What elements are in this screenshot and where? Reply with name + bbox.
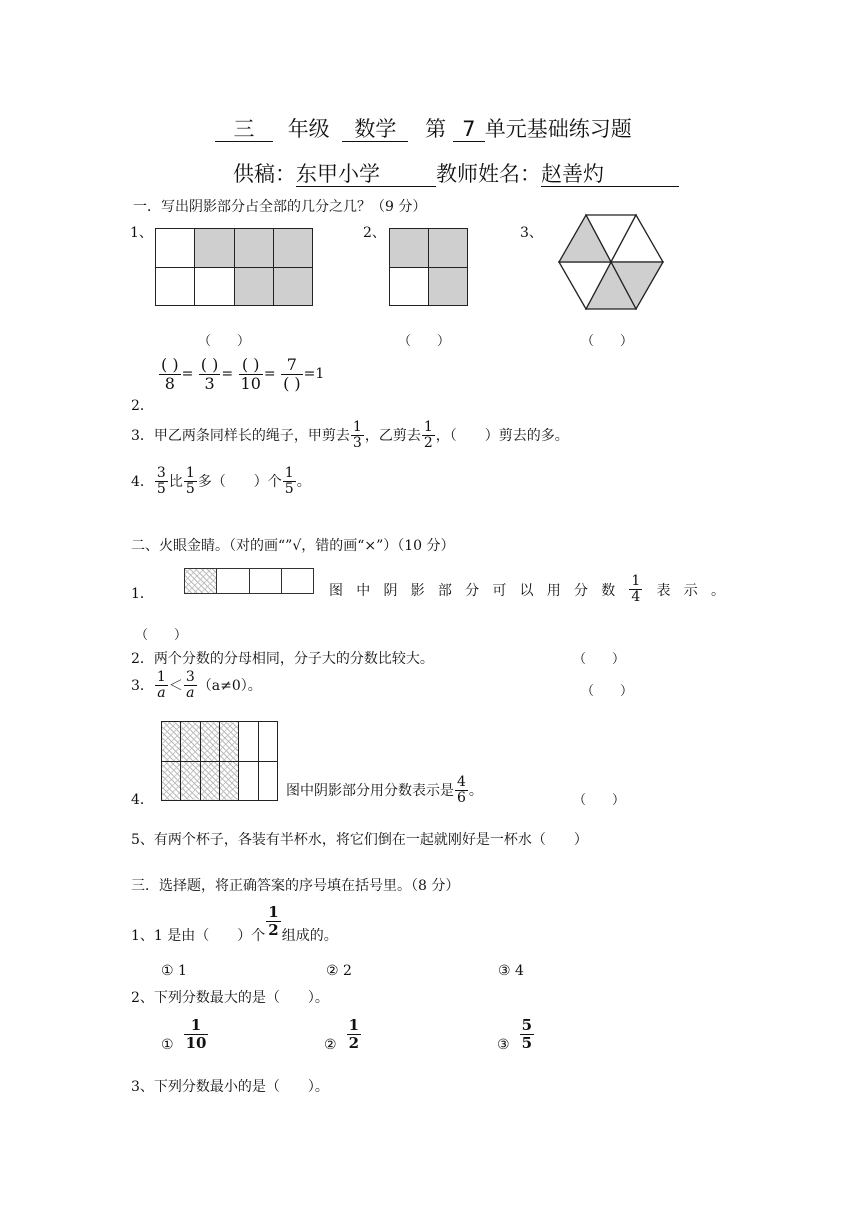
denominator-blank[interactable]: ( ) <box>283 373 301 393</box>
q1-char: 。 <box>710 582 725 599</box>
teacher-label: 教师姓名： <box>436 162 541 186</box>
q4-text: 比 <box>168 473 183 490</box>
numerator: 1 <box>631 573 641 589</box>
grid-cell-shaded <box>234 267 273 306</box>
fraction-one-fifth <box>283 466 296 498</box>
grade-blank: 三 <box>215 117 273 142</box>
fig1-answer-blank[interactable]: （ ） <box>198 334 251 349</box>
grid-cell <box>156 267 195 306</box>
grid-cell <box>239 722 258 762</box>
fraction-five-fifths <box>520 1017 534 1051</box>
q1-char: 部 <box>437 582 452 599</box>
unit-prefix: 第 <box>425 117 447 141</box>
q1-text: 组成的。 <box>281 928 338 944</box>
supplier-blank: 东甲小学 <box>296 162 436 187</box>
denominator: 8 <box>164 373 175 393</box>
q1-char: 以 <box>519 582 534 599</box>
fraction <box>159 356 181 392</box>
denominator: 5 <box>156 481 166 498</box>
numerator-blank[interactable]: ( ) <box>200 355 219 374</box>
q3-condition: （a≠0）。 <box>197 677 262 694</box>
s2-q3-answer-blank[interactable]: （ ） <box>581 684 634 699</box>
grid-cell-shaded <box>390 229 429 268</box>
q3-text: 3．甲乙两条同样长的绳子，甲剪去 <box>131 427 350 444</box>
numerator: 1 <box>284 465 294 481</box>
fig3-answer-blank[interactable]: （ ） <box>581 334 634 349</box>
equals-sign: = <box>263 366 276 383</box>
grid-cell-shaded <box>273 267 312 306</box>
s3-q1-option-2[interactable]: ② 2 <box>326 963 352 979</box>
q1-char: 图 <box>329 582 343 599</box>
fraction-one-fourth <box>629 574 642 606</box>
grid-cell-shaded <box>219 761 238 801</box>
grid-cell <box>239 761 258 801</box>
s2-q1-strip <box>184 568 314 594</box>
s1-q2-number: 2． <box>131 398 154 414</box>
less-than: ＜ <box>168 677 183 694</box>
fraction-one-tenth <box>184 1017 209 1051</box>
q4-end: 。 <box>468 782 483 799</box>
denominator: 2 <box>348 1033 359 1052</box>
s3-q3: 3、下列分数最小的是（ ）。 <box>131 1079 329 1095</box>
q1-text: 1、1 是由（ ）个 <box>131 928 266 944</box>
grid-cell-shaded <box>273 229 312 268</box>
grid-cell-shaded <box>234 229 273 268</box>
s3-q1-option-1[interactable]: ① 1 <box>161 963 187 979</box>
fraction-four-sixths <box>455 775 468 807</box>
s2-q4-number: 4． <box>131 792 154 808</box>
option-mark: ② <box>324 1037 337 1053</box>
numerator: 3 <box>156 465 166 481</box>
denominator: 5 <box>185 481 195 498</box>
q4-text: 多（ ）个 <box>197 473 282 490</box>
grid-cell-shaded <box>195 229 234 268</box>
s3-q2-option-2[interactable] <box>324 1017 362 1053</box>
s2-q5: 5、有两个杯子，各装有半杯水，将它们倒在一起就刚好是一杯水（ ） <box>131 832 588 848</box>
grid-cell-shaded <box>162 761 181 801</box>
numerator: 4 <box>457 774 466 790</box>
grid-cell-shaded <box>429 229 468 268</box>
fig2-square-grid <box>389 228 468 306</box>
denominator: 10 <box>240 373 261 393</box>
q1-char: 用 <box>546 582 561 599</box>
q3-text: ，乙剪去 <box>364 427 421 444</box>
s3-q2: 2、下列分数最大的是（ ）。 <box>131 990 329 1006</box>
fig2-label: 2、 <box>363 225 386 241</box>
numerator: 1 <box>184 1017 209 1035</box>
fraction-one-fifth <box>184 466 197 498</box>
grid-cell <box>156 229 195 268</box>
numerator: 1 <box>352 419 362 435</box>
unit-suffix: 单元基础练习题 <box>484 117 632 141</box>
denominator: 5 <box>284 481 294 498</box>
s1-q4 <box>131 466 311 498</box>
s2-q4-text <box>286 775 483 807</box>
q4-number: 4． <box>131 473 154 490</box>
section-3-heading: 三．选择题，将正确答案的序号填在括号里。（8 分） <box>131 878 460 894</box>
q3-text: ，（ ）剪去的多。 <box>435 427 569 444</box>
denominator: a <box>157 685 166 702</box>
supplier-label: 供稿： <box>233 162 296 186</box>
fraction-three-over-a <box>184 670 197 702</box>
numerator: 1 <box>185 465 195 481</box>
grid-cell-shaded <box>429 267 468 306</box>
strip-cell-shaded <box>185 569 217 593</box>
q1-char: 示 <box>683 582 698 599</box>
q4-end: 。 <box>296 473 311 490</box>
fig3-hexagon <box>556 214 666 310</box>
fraction-three-fifths <box>155 466 168 498</box>
grid-cell <box>258 722 277 762</box>
fraction-one-over-a <box>155 670 168 702</box>
denominator: 2 <box>423 435 433 452</box>
one: 1 <box>315 366 325 383</box>
s2-q1-number: 1． <box>131 586 154 602</box>
strip-cell <box>250 569 282 593</box>
denominator: 10 <box>185 1033 207 1052</box>
option-mark: ③ <box>497 1037 510 1053</box>
s2-q2-answer-blank[interactable]: （ ） <box>573 652 626 667</box>
s3-q1-option-3[interactable]: ③ 4 <box>498 963 524 979</box>
s1-q2-equation <box>158 356 324 392</box>
q1-char: 可 <box>492 582 507 599</box>
q1-char: 中 <box>356 582 371 599</box>
denominator: a <box>186 685 195 702</box>
grade-suffix: 年级 <box>287 117 330 141</box>
q3-number: 3． <box>131 677 154 694</box>
numerator: 1 <box>268 903 279 921</box>
fig2-answer-blank[interactable]: （ ） <box>398 334 451 349</box>
equals-sign: = <box>221 366 234 383</box>
denominator: 6 <box>457 790 466 807</box>
fraction-one-half <box>347 1017 361 1051</box>
fraction <box>199 356 221 392</box>
grid-cell-shaded <box>219 722 238 762</box>
option-mark: ① <box>161 1037 174 1053</box>
grid-cell-shaded <box>162 722 181 762</box>
numerator: 7 <box>281 356 303 375</box>
numerator: 5 <box>521 1016 532 1034</box>
numerator: 1 <box>348 1016 359 1034</box>
denominator: 3 <box>204 373 215 393</box>
numerator-blank[interactable]: ( ) <box>161 355 179 374</box>
denominator: 4 <box>631 589 641 606</box>
subject-blank: 数学 <box>342 117 408 142</box>
denominator: 2 <box>268 920 279 939</box>
grid-cell-shaded <box>200 722 219 762</box>
s2-q2: 2．两个分数的分母相同，分子大的分数比较大。 <box>131 651 434 667</box>
strip-cell <box>217 569 249 593</box>
fig1-rectangle-grid <box>155 228 313 306</box>
fraction-one-third <box>351 420 364 452</box>
fraction <box>239 356 263 392</box>
grid-cell <box>390 267 429 306</box>
s2-q3 <box>131 670 262 702</box>
title-line <box>215 113 632 143</box>
teacher-blank: 赵善灼 <box>541 162 679 187</box>
equals-sign: = <box>303 366 316 383</box>
section-1-heading: 一．写出阴影部分占全部的几分之几？（9 分） <box>133 199 427 215</box>
fig1-label: 1、 <box>130 225 153 241</box>
q1-char: 表 <box>656 582 671 599</box>
denominator: 3 <box>352 435 362 452</box>
s3-q1 <box>131 904 338 945</box>
grid-cell-shaded <box>181 722 200 762</box>
equals-sign: = <box>181 366 194 383</box>
s2-q1-answer-blank[interactable]: （ ） <box>135 628 188 643</box>
numerator: 3 <box>185 669 195 685</box>
fraction <box>281 356 303 392</box>
numerator: 1 <box>423 419 433 435</box>
grid-cell <box>195 267 234 306</box>
q1-char: 影 <box>410 582 425 599</box>
s1-q3 <box>131 420 569 452</box>
q1-char: 分 <box>573 582 588 599</box>
fig3-label: 3、 <box>520 225 543 241</box>
q1-char: 阴 <box>383 582 398 599</box>
s3-q2-option-3[interactable] <box>497 1017 535 1053</box>
denominator: 5 <box>521 1033 532 1052</box>
grid-cell <box>258 761 277 801</box>
fraction-one-half <box>266 904 280 938</box>
q1-char: 数 <box>601 582 616 599</box>
numerator: 1 <box>156 669 166 685</box>
grid-cell-shaded <box>200 761 219 801</box>
grid-cell-shaded <box>181 761 200 801</box>
s2-q1-text <box>329 574 725 606</box>
section-2-heading: 二、火眼金睛。（对的画“”√，错的画“×”）（10 分） <box>131 538 455 554</box>
s2-q4-answer-blank[interactable]: （ ） <box>573 793 626 808</box>
q1-char: 分 <box>465 582 480 599</box>
numerator-blank[interactable]: ( ) <box>239 356 263 375</box>
q4-text: 图中阴影部分用分数表示是 <box>286 782 454 799</box>
supplier-line <box>233 158 679 188</box>
s3-q2-option-1[interactable] <box>161 1017 209 1053</box>
strip-cell <box>282 569 313 593</box>
unit-number-blank: 7 <box>453 117 485 142</box>
fraction-one-half <box>422 420 435 452</box>
s2-q4-grid <box>161 721 278 801</box>
